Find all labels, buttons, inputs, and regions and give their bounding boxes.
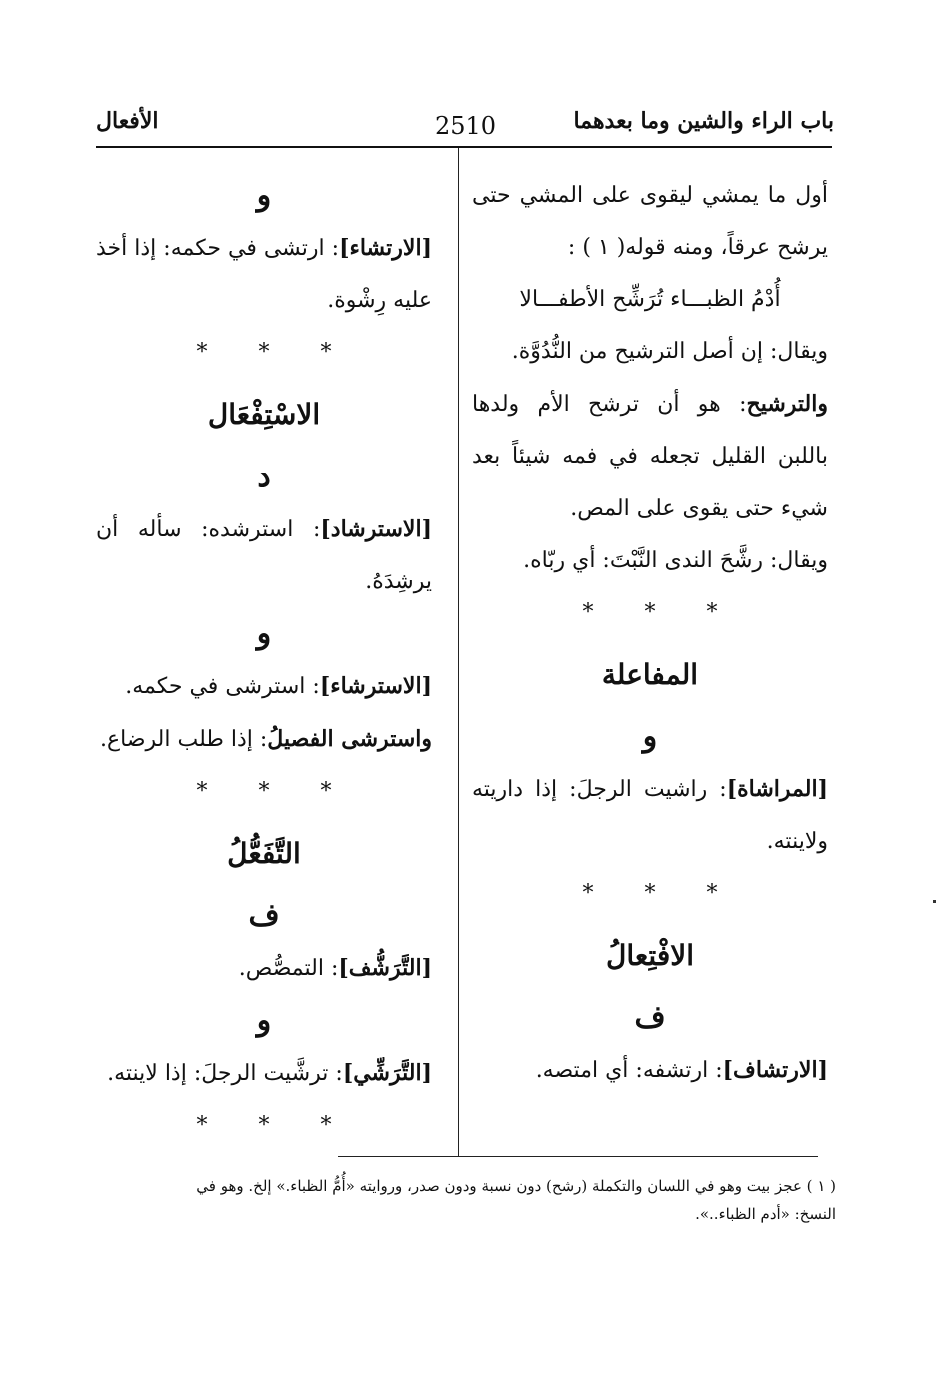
letter-heading: ف [248,898,280,933]
entry-text: : راشيت الرجلَ: إذا داريته ولاينته. [472,777,828,854]
entry-text: : استرشى في حكمه. [125,674,320,699]
right-column [472,170,828,1097]
chapter-header: باب الراء والشين وما بعدهما [573,108,834,134]
footnote [96,1172,836,1228]
entry [96,713,432,766]
footnote-line: ( ١ ) عجز بيت وهو في اللسان والتكملة (رشح) دون نسبة ودون صدر، وروايته «أُمُّ الظباء.» إلخ. وهو في [196,1177,836,1195]
letter-heading: و [256,1003,272,1038]
letter-heading: و [256,178,272,213]
separator-stars: * * * [196,1113,354,1138]
entry [96,1047,432,1100]
section-header: الأفعال [96,108,159,134]
separator-stars: * * * [196,779,354,804]
page-number: 2510 [435,112,497,140]
paragraph [472,535,828,587]
entry-text: : التمصُّص. [238,956,339,981]
verse-line: أُدْمُ الظبـــاء تُرَشِّح الأطفـــالا [519,287,781,312]
entry-text: : ارتشى في حكمه: إذا أخذ عليه رِشْوة. [96,236,432,313]
entry-keyword: [التَّرَشُّف] [338,955,432,981]
letter-heading: و [256,616,272,651]
entry-keyword: واسترشى الفصيلُ [267,726,432,752]
entry [96,222,432,327]
section-title: التَّفَعُّلُ [227,837,301,870]
entry-text: : ارتشفه: أي امتصه. [535,1058,723,1083]
separator-stars: * * * [196,340,354,365]
separator-stars: * * * [582,600,740,625]
entry-keyword: [الاسترشاد] [320,516,432,542]
separator-stars: * * * [582,881,740,906]
entry-text: : ترشَّيت الرجلَ: إذا لاينته. [107,1061,343,1086]
entry-keyword: والترشيح [746,391,828,417]
header-rule [96,146,832,148]
entry-text: : إذا طلب الرضاع. [100,727,268,752]
entry-keyword: [الارتشاء] [339,235,432,261]
entry-keyword: [المراشاة] [726,776,828,802]
entry-keyword: [الاسترشاء] [319,673,432,699]
letter-heading: ف [634,1000,666,1035]
entry [96,660,432,713]
letter-heading: و [642,719,658,754]
column-divider [458,148,459,1156]
section-title: المفاعلة [601,658,699,691]
entry [96,503,432,608]
scan-speck [933,900,936,903]
entry-keyword: ويقال [777,548,828,573]
letter-heading: د [257,459,271,494]
paragraph: ويقال: إن أصل الترشيح من النُّدُوَّة. [511,339,828,364]
left-column [96,170,432,1152]
entry-keyword: [الارتشاف] [722,1057,828,1083]
entry [96,942,432,995]
paragraph: أول ما يمشي ليقوى على المشي حتى يرشح عرقاً، ومنه قوله( ١ ) : [472,183,828,260]
entry-text: : استرشده: سأله أن يرشِدَهُ. [96,517,432,594]
section-title: الافْتِعالُ [606,939,694,972]
entry [472,1044,828,1097]
section-title: الاسْتِفْعَال [207,398,321,431]
paragraph [472,378,828,535]
entry-text: : رشَّحَ الندى النَّبْتَ: أي ربّاه. [523,548,778,573]
footnote-line: النسخ: «أدم الظباء..». [695,1205,836,1223]
entry-keyword: [التَّرَشِّي] [342,1060,432,1086]
entry [472,763,828,868]
entry-text: : هو أن ترشح الأم ولدها باللبن القليل تجعله في فمه شيئاً بعد شيء حتى يقوى على المص. [472,392,828,521]
footnote-rule [338,1156,818,1157]
